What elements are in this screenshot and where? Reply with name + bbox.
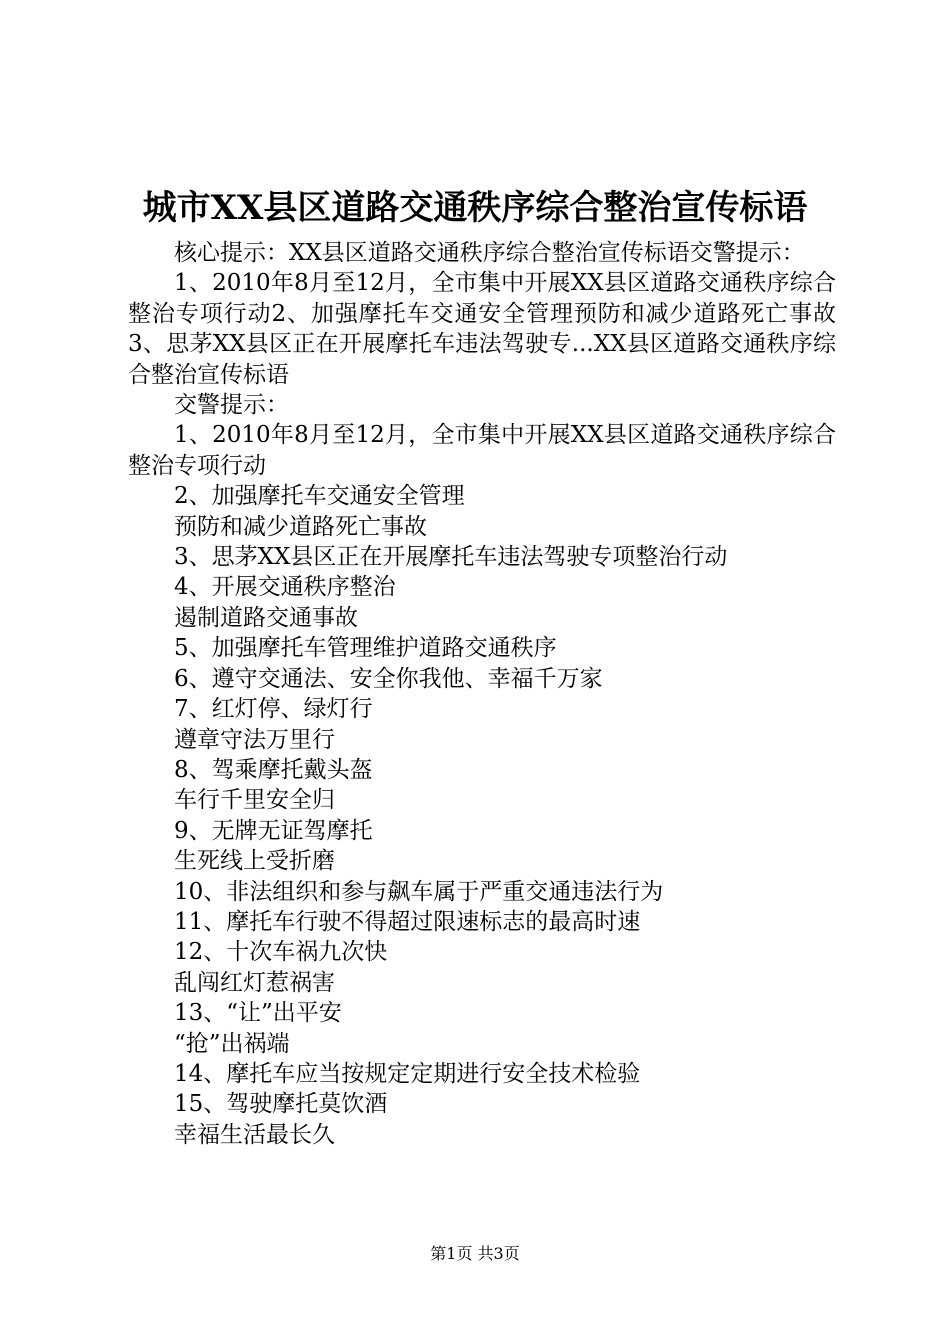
slogan-line: 12、十次车祸九次快 [174, 939, 388, 966]
slogan-line: “抢”出祸端 [174, 1030, 290, 1057]
slogan-line: 15、驾驶摩托莫饮酒 [174, 1091, 388, 1118]
slogan-line: 11、摩托车行驶不得超过限速标志的最高时速 [174, 908, 641, 935]
slogan-line: 13、“让”出平安 [174, 1000, 342, 1027]
core-tip-paragraph: 核心提示：XX县区道路交通秩序综合整治宣传标语交警提示： [174, 240, 805, 266]
slogan-line: 乱闯红灯惹祸害 [174, 969, 335, 996]
slogan-line: 10、非法组织和参与飙车属于严重交通违法行为 [174, 878, 664, 905]
slogan-line: 遵章守法万里行 [174, 726, 335, 753]
police-tip-heading: 交警提示： [174, 392, 289, 419]
document-body [128, 238, 836, 1150]
slogan-line: 生死线上受折磨 [174, 848, 335, 875]
slogan-line: 幸福生活最长久 [174, 1121, 335, 1148]
slogan-line: 3、思茅XX县区正在开展摩托车违法驾驶专项整治行动 [174, 544, 728, 571]
slogan-line: 7、红灯停、绿灯行 [174, 696, 373, 723]
slogan-line: 14、摩托车应当按规定定期进行安全技术检验 [174, 1060, 641, 1087]
slogan-item-1: 1、2010年8月至12月，全市集中开展XX县区道路交通秩序综合整治专项行动 [128, 422, 836, 479]
slogan-line: 8、驾乘摩托戴头盔 [174, 756, 373, 783]
page-number-footer: 第1页 共3页 [430, 1244, 520, 1263]
slogan-line: 车行千里安全归 [174, 787, 335, 814]
summary-paragraph: 1、2010年8月至12月，全市集中开展XX县区道路交通秩序综合整治专项行动2、加强摩托车交通安全管理预防和减少道路死亡事故3、思茅XX县区正在开展摩托车违法驾驶专...XX县区道路交通秩序综合整治宣传标语 [128, 270, 836, 388]
slogan-line: 6、遵守交通法、安全你我他、幸福千万家 [174, 665, 603, 692]
slogan-line: 9、无牌无证驾摩托 [174, 817, 373, 844]
slogan-line: 5、加强摩托车管理维护道路交通秩序 [174, 635, 557, 662]
slogan-line: 遏制道路交通事故 [174, 604, 358, 631]
document-title: 城市XX县区道路交通秩序综合整治宣传标语 [142, 188, 808, 228]
slogan-line: 4、开展交通秩序整治 [174, 574, 396, 601]
slogan-line: 预防和减少道路死亡事故 [174, 513, 427, 540]
slogan-line: 2、加强摩托车交通安全管理 [174, 483, 465, 510]
